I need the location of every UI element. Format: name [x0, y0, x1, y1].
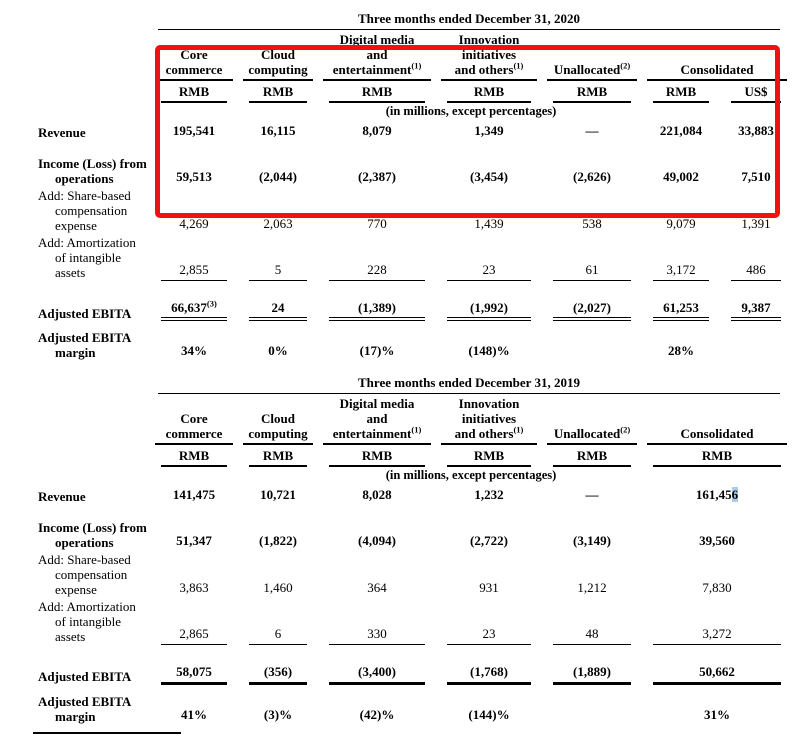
share-based-compensation-expense-consolidated-value: 7,830 — [702, 580, 732, 596]
adjusted-ebita-margin-unallocated-value — [542, 321, 642, 361]
row-label-adjusted-ebita: Adjusted EBITA — [38, 668, 132, 684]
column-header-unallocated: Unallocated$^{(2)}$ — [542, 30, 642, 81]
adjusted-ebita-unallocated-value: (1,889) — [542, 645, 642, 685]
currency-unit-header: RMB — [150, 81, 238, 103]
unit-note: (in millions, except percentages) — [385, 103, 557, 118]
income-loss-from-operations-cloud-computing-value: (1,822) — [259, 533, 297, 549]
adjusted-ebita-innovation-initiatives-value: (1,768) — [436, 645, 542, 685]
adjusted-ebita-margin-core-commerce-value: 41% — [181, 706, 207, 722]
income-loss-from-operations-consolidated-value: 49,002 — [663, 168, 699, 184]
revenue-digital-media-value: 8,028 — [362, 487, 392, 503]
currency-unit-header: RMB — [542, 445, 642, 467]
segment-table-2019 — [0, 376, 792, 724]
table-row-adjusted-ebita-margin — [0, 321, 792, 361]
adjusted-ebita-core-commerce-value: 58,075 — [150, 645, 238, 685]
income-loss-from-operations-unallocated-value: (3,149) — [573, 533, 611, 549]
income-loss-from-operations-innovation-initiatives-value: (3,454) — [470, 168, 508, 184]
column-header-core-commerce: Core commerce — [150, 394, 238, 445]
column-header-cloud-computing: Cloud computing — [238, 30, 318, 81]
column-header-unallocated: Unallocated$^{(2)}$ — [542, 394, 642, 445]
row-label-adjusted-ebita-margin: Adjusted EBITA margin — [38, 330, 132, 361]
segment-table-2020 — [0, 12, 792, 361]
row-label-adjusted-ebita: Adjusted EBITA — [38, 305, 132, 321]
currency-unit-header: RMB — [642, 445, 792, 467]
segment-results-table-2019 — [0, 394, 792, 724]
adjusted-ebita-margin-digital-media-value: (42)% — [359, 706, 395, 722]
row-label-income-loss-from-operations: Income (Loss) from operations — [38, 156, 147, 186]
amortization-of-intangible-assets-consolidated-value: 3,272 — [642, 598, 792, 645]
table-row-adjusted-ebita — [0, 645, 792, 685]
currency-unit-header: RMB — [436, 81, 542, 103]
amortization-of-intangible-assets-innovation-initiatives-value: 23 — [436, 234, 542, 281]
income-loss-from-operations-cloud-computing-value: (2,044) — [259, 168, 297, 184]
adjusted-ebita-innovation-initiatives-value: (1,992) — [436, 281, 542, 322]
income-loss-from-operations-core-commerce-value: 59,513 — [176, 168, 212, 184]
column-header-digital-media: Digital media and entertainment$^{(1)}$ — [318, 30, 436, 81]
amortization-of-intangible-assets-cloud-computing-value: 6 — [238, 598, 318, 645]
share-based-compensation-expense-unallocated-value: 538 — [582, 215, 602, 231]
column-header-core-commerce: Core commerce — [150, 30, 238, 81]
amortization-of-intangible-assets-digital-media-value: 228 — [318, 234, 436, 281]
share-based-compensation-expense-cloud-computing-value: 2,063 — [263, 215, 293, 231]
income-loss-from-operations-core-commerce-value: 51,347 — [176, 533, 212, 549]
adjusted-ebita-margin-unallocated-value — [542, 685, 642, 725]
amortization-of-intangible-assets-consolidated-value: 3,172 — [642, 234, 720, 281]
revenue-digital-media-value: 8,079 — [362, 123, 392, 139]
column-header-consolidated: Consolidated — [642, 30, 792, 81]
share-based-compensation-expense-innovation-initiatives-value: 931 — [479, 580, 499, 596]
currency-unit-header: RMB — [318, 445, 436, 467]
text-selection-highlight: 6 — [731, 487, 739, 503]
income-loss-from-operations-unallocated-value: (2,626) — [573, 168, 611, 184]
table-row-income-loss-from-operations — [0, 141, 792, 187]
currency-unit-header: RMB — [542, 81, 642, 103]
note-stub-cell — [0, 103, 150, 118]
revenue-unallocated-value: — — [585, 123, 599, 139]
financial-statement-page — [0, 12, 792, 727]
adjusted-ebita-digital-media-value: (1,389) — [318, 281, 436, 322]
adjusted-ebita-margin-consolidated-value — [720, 321, 792, 361]
revenue-innovation-initiatives-value: 1,232 — [474, 487, 504, 503]
adjusted-ebita-margin-cloud-computing-value: 0% — [268, 343, 288, 359]
revenue-core-commerce-value: 141,475 — [172, 487, 216, 503]
amortization-of-intangible-assets-unallocated-value: 48 — [542, 598, 642, 645]
share-based-compensation-expense-unallocated-value: 1,212 — [577, 580, 607, 596]
unit-stub-cell — [0, 81, 150, 103]
share-based-compensation-expense-digital-media-value: 770 — [367, 215, 387, 231]
adjusted-ebita-margin-innovation-initiatives-value: (148)% — [468, 343, 510, 359]
income-loss-from-operations-consolidated-value: 39,560 — [699, 533, 735, 549]
adjusted-ebita-consolidated-value: 9,387 — [720, 281, 792, 322]
income-loss-from-operations-digital-media-value: (2,387) — [358, 168, 396, 184]
adjusted-ebita-core-commerce-value: 66,637$^{(3)}$ — [150, 281, 238, 322]
table-row-share-based-compensation-expense — [0, 187, 792, 234]
row-label-revenue: Revenue — [38, 489, 86, 505]
currency-unit-header: US$ — [720, 81, 792, 103]
table-row-adjusted-ebita — [0, 281, 792, 322]
share-based-compensation-expense-innovation-initiatives-value: 1,439 — [474, 215, 504, 231]
row-label-share-based-compensation-expense: Add: Share-based compensation expense — [38, 552, 131, 598]
currency-unit-header: RMB — [238, 445, 318, 467]
segment-results-table-2020 — [0, 30, 792, 361]
table-row-revenue — [0, 118, 792, 141]
adjusted-ebita-cloud-computing-value: (356) — [238, 645, 318, 685]
share-based-compensation-expense-cloud-computing-value: 1,460 — [263, 580, 293, 596]
revenue-cloud-computing-value: 16,115 — [260, 123, 296, 139]
income-loss-from-operations-digital-media-value: (4,094) — [358, 533, 396, 549]
currency-unit-header: RMB — [150, 445, 238, 467]
row-label-share-based-compensation-expense: Add: Share-based compensation expense — [38, 187, 131, 233]
table-row-adjusted-ebita-margin — [0, 685, 792, 725]
share-based-compensation-expense-core-commerce-value: 4,269 — [179, 215, 209, 231]
row-label-adjusted-ebita-margin: Adjusted EBITA margin — [38, 693, 132, 724]
table-title-2019: Three months ended December 31, 2019 — [158, 376, 780, 394]
share-based-compensation-expense-digital-media-value: 364 — [367, 580, 387, 596]
table-row-amortization-of-intangible-assets — [0, 234, 792, 281]
revenue-innovation-initiatives-value: 1,349 — [474, 123, 504, 139]
amortization-of-intangible-assets-consolidated-value: 486 — [720, 234, 792, 281]
note-stub-cell — [0, 467, 150, 482]
unit-stub-cell — [0, 445, 150, 467]
table-row-amortization-of-intangible-assets — [0, 598, 792, 645]
adjusted-ebita-margin-consolidated-value: 28% — [668, 343, 694, 359]
row-label-income-loss-from-operations: Income (Loss) from operations — [38, 520, 147, 551]
adjusted-ebita-unallocated-value: (2,027) — [542, 281, 642, 322]
adjusted-ebita-margin-cloud-computing-value: (3)% — [263, 706, 293, 722]
header-stub-cell — [0, 30, 150, 81]
unit-note: (in millions, except percentages) — [385, 468, 557, 482]
revenue-cloud-computing-value: 10,721 — [260, 487, 296, 503]
revenue-consolidated-value: 221,084 — [659, 123, 703, 139]
column-header-innovation-initiatives: Innovation initiatives and others$^{(1)}$ — [436, 394, 542, 445]
revenue-consolidated-value: 33,883 — [738, 123, 774, 139]
amortization-of-intangible-assets-core-commerce-value: 2,865 — [150, 598, 238, 645]
revenue-consolidated-value: 161,456 — [695, 487, 739, 503]
amortization-of-intangible-assets-core-commerce-value: 2,855 — [150, 234, 238, 281]
table-title-2020: Three months ended December 31, 2020 — [158, 12, 780, 30]
row-label-amortization-of-intangible-assets: Add: Amortization of intangible assets — [38, 234, 136, 280]
adjusted-ebita-cloud-computing-value: 24 — [238, 281, 318, 322]
amortization-of-intangible-assets-innovation-initiatives-value: 23 — [436, 598, 542, 645]
share-based-compensation-expense-consolidated-value: 1,391 — [741, 215, 771, 231]
column-header-digital-media: Digital media and entertainment$^{(1)}$ — [318, 394, 436, 445]
currency-unit-header: RMB — [238, 81, 318, 103]
amortization-of-intangible-assets-unallocated-value: 61 — [542, 234, 642, 281]
share-based-compensation-expense-consolidated-value: 9,079 — [666, 215, 696, 231]
revenue-core-commerce-value: 195,541 — [172, 123, 216, 139]
adjusted-ebita-consolidated-value: 61,253 — [642, 281, 720, 322]
currency-unit-header: RMB — [642, 81, 720, 103]
income-loss-from-operations-innovation-initiatives-value: (2,722) — [470, 533, 508, 549]
currency-unit-header: RMB — [436, 445, 542, 467]
adjusted-ebita-margin-consolidated-value: 31% — [704, 706, 730, 722]
header-stub-cell — [0, 394, 150, 445]
table-row-share-based-compensation-expense — [0, 551, 792, 598]
revenue-unallocated-value: — — [585, 487, 599, 503]
column-header-cloud-computing: Cloud computing — [238, 394, 318, 445]
currency-unit-header: RMB — [318, 81, 436, 103]
share-based-compensation-expense-core-commerce-value: 3,863 — [179, 580, 209, 596]
column-header-consolidated: Consolidated — [642, 394, 792, 445]
adjusted-ebita-margin-digital-media-value: (17)% — [359, 343, 395, 359]
row-label-amortization-of-intangible-assets: Add: Amortization of intangible assets — [38, 599, 136, 644]
footnote-divider-rule — [33, 732, 181, 734]
table-row-income-loss-from-operations — [0, 505, 792, 551]
amortization-of-intangible-assets-digital-media-value: 330 — [318, 598, 436, 645]
adjusted-ebita-margin-innovation-initiatives-value: (144)% — [468, 706, 510, 722]
income-loss-from-operations-consolidated-value: 7,510 — [741, 168, 771, 184]
column-header-innovation-initiatives: Innovation initiatives and others$^{(1)}$ — [436, 30, 542, 81]
adjusted-ebita-margin-core-commerce-value: 34% — [181, 343, 207, 359]
adjusted-ebita-digital-media-value: (3,400) — [318, 645, 436, 685]
row-label-revenue: Revenue — [38, 125, 86, 141]
amortization-of-intangible-assets-cloud-computing-value: 5 — [238, 234, 318, 281]
table-row-revenue — [0, 482, 792, 505]
adjusted-ebita-consolidated-value: 50,662 — [642, 645, 792, 685]
